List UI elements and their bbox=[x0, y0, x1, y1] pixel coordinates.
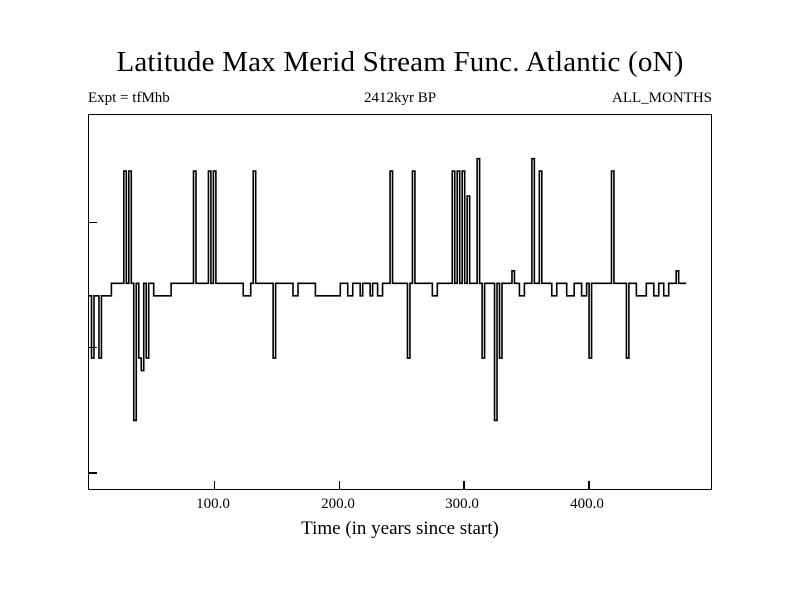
plot-area bbox=[88, 114, 712, 490]
months-label: ALL_MONTHS bbox=[612, 90, 712, 106]
x-tick-mark bbox=[339, 481, 341, 489]
y-tick-mark bbox=[89, 347, 97, 349]
experiment-label: Expt = tfMhb bbox=[88, 90, 170, 106]
x-tick-mark bbox=[588, 481, 590, 489]
x-tick-mark bbox=[214, 481, 216, 489]
y-tick-mark bbox=[89, 472, 97, 474]
x-tick-label-100: 100.0 bbox=[196, 496, 230, 512]
x-tick-label-200: 200.0 bbox=[321, 496, 355, 512]
x-tick-mark bbox=[463, 481, 465, 489]
y-tick-mark bbox=[89, 222, 97, 224]
page-title: Latitude Max Merid Stream Func. Atlantic (oN) bbox=[116, 46, 684, 78]
period-label: 2412kyr BP bbox=[363, 90, 437, 106]
x-tick-label-400: 400.0 bbox=[570, 496, 604, 512]
x-tick-label-300: 300.0 bbox=[445, 496, 479, 512]
x-axis-title: Time (in years since start) bbox=[301, 518, 499, 539]
series-line bbox=[89, 159, 686, 421]
data-line-svg bbox=[89, 115, 711, 489]
subheader bbox=[88, 90, 712, 110]
